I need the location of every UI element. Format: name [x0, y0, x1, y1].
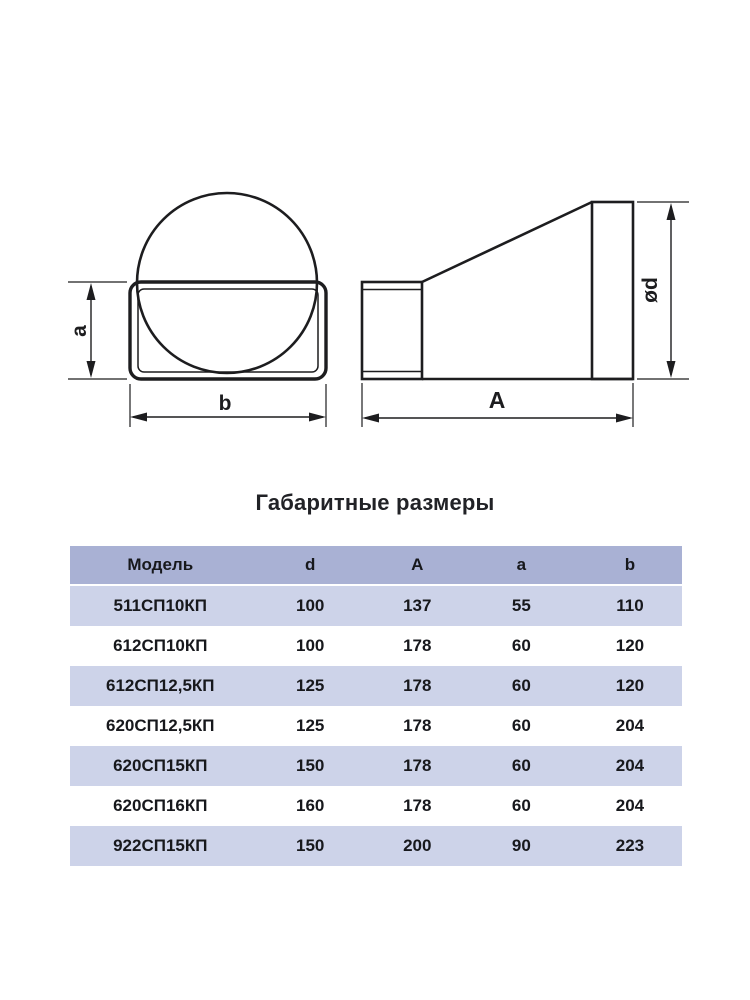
value-cell: 178	[403, 636, 432, 655]
value-cell: 160	[296, 796, 325, 815]
table-rows	[70, 586, 682, 866]
model-cell: 612СП10КП	[113, 636, 208, 655]
table-row	[70, 786, 682, 826]
model-cell: 620СП16КП	[113, 796, 208, 815]
value-cell: 137	[403, 596, 432, 615]
flat-duct-outline-inner	[138, 289, 318, 372]
dim-b-label: b	[218, 392, 232, 415]
table-row	[70, 666, 682, 706]
value-cell: 125	[296, 716, 325, 735]
value-cell: 60	[511, 756, 531, 775]
dim-d-arrow-top	[667, 203, 676, 220]
value-cell: 55	[511, 596, 531, 615]
table-row	[70, 746, 682, 786]
column-header-d: d	[305, 555, 316, 574]
front-view	[130, 193, 326, 379]
value-cell: 60	[511, 636, 531, 655]
value-cell: 125	[296, 676, 325, 695]
value-cell: 204	[615, 756, 645, 775]
value-cell: 178	[403, 716, 432, 735]
dimension-length	[362, 383, 633, 427]
value-cell: 223	[615, 836, 645, 855]
value-cell: 150	[296, 836, 325, 855]
value-cell: 90	[511, 836, 531, 855]
table-header-row	[70, 546, 682, 584]
value-cell: 110	[616, 596, 644, 615]
table-row	[70, 826, 682, 866]
side-view	[362, 202, 633, 379]
column-header-model: Модель	[127, 555, 194, 574]
page-title: Габаритные размеры	[255, 490, 495, 515]
dim-b-arrow-right	[309, 413, 326, 422]
dim-A-arrow-left	[362, 414, 379, 423]
value-cell: 120	[615, 676, 645, 695]
dimension-diameter	[637, 202, 689, 379]
dimension-b	[130, 384, 326, 427]
table-row	[70, 706, 682, 746]
value-cell: 200	[403, 836, 432, 855]
dim-a-label: a	[68, 325, 91, 337]
value-cell: 60	[511, 676, 531, 695]
value-cell: 204	[615, 716, 645, 735]
side-cone-slope	[422, 202, 592, 282]
dim-A-label: A	[488, 387, 506, 413]
dim-a-arrow-bottom	[87, 361, 96, 378]
model-cell: 620СП15КП	[113, 756, 208, 775]
value-cell: 150	[296, 756, 325, 775]
dim-d-arrow-bottom	[667, 361, 676, 378]
flat-duct-outline-outer	[130, 282, 326, 379]
model-cell: 620СП12,5КП	[105, 716, 215, 735]
value-cell: 100	[296, 636, 325, 655]
value-cell: 60	[511, 796, 531, 815]
value-cell: 178	[403, 756, 432, 775]
column-header-b: b	[624, 555, 636, 574]
table-row	[70, 626, 682, 666]
side-port-outline	[362, 282, 422, 379]
dim-b-arrow-left	[130, 413, 147, 422]
dimensions-table	[70, 546, 682, 866]
value-cell: 178	[403, 796, 432, 815]
column-header-A: A	[411, 555, 424, 574]
value-cell: 60	[511, 716, 531, 735]
column-header-a: a	[516, 555, 527, 574]
model-cell: 612СП12,5КП	[105, 676, 215, 695]
dim-a-arrow-top	[87, 283, 96, 300]
technical-drawing	[0, 0, 750, 470]
side-flange-outline	[592, 202, 633, 379]
dimension-a	[68, 282, 127, 379]
value-cell: 178	[403, 676, 432, 695]
model-cell: 922СП15КП	[113, 836, 208, 855]
value-cell: 120	[615, 636, 645, 655]
value-cell: 204	[615, 796, 645, 815]
table-row	[70, 586, 682, 626]
dim-A-arrow-right	[616, 414, 633, 423]
dim-d-label: ød	[639, 277, 662, 303]
model-cell: 511СП10КП	[113, 596, 207, 615]
value-cell: 100	[296, 596, 325, 615]
